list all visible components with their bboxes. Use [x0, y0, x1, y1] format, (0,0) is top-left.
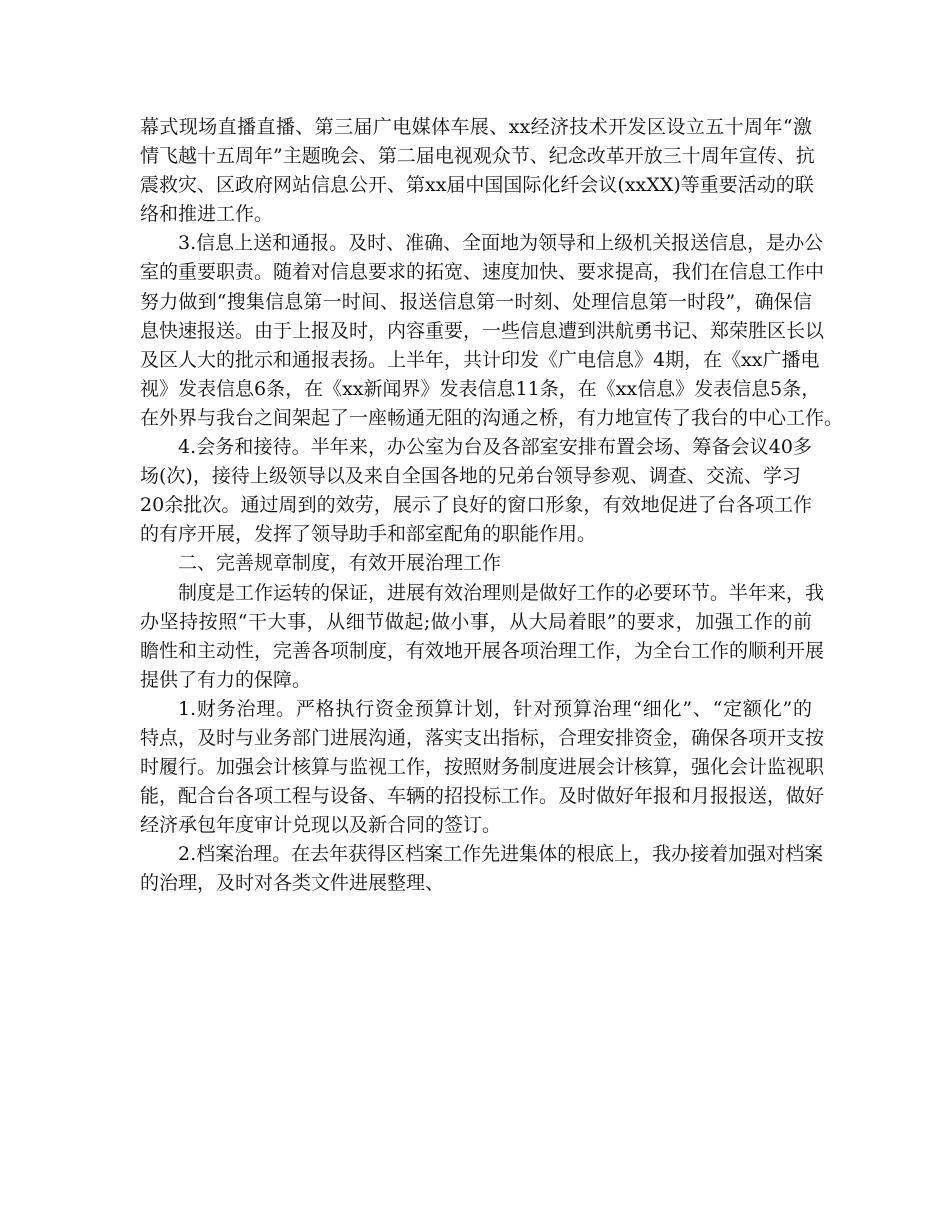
paragraph-first-line: 2.档案治理。在去年获得区档案工作先进集体的根底上，我办接着加强对档案 — [178, 843, 824, 866]
text-line: 息快速报送。由于上报及时，内容重要，一些信息遭到洪航勇书记、郑荣胜区长以 — [140, 319, 825, 342]
section-heading: 二、完善规章制度，有效开展治理工作 — [178, 552, 502, 575]
text-line: 办坚持按照“干大事，从细节做起;做小事，从大局着眼”的要求，加强工作的前 — [140, 610, 812, 633]
text-line: 提供了有力的保障。 — [140, 668, 312, 691]
text-line: 努力做到“搜集信息第一时间、报送信息第一时刻、处理信息第一时段”，确保信 — [140, 290, 812, 313]
text-line: 的有序开展，发挥了领导助手和部室配角的职能作用。 — [140, 523, 597, 546]
paragraph-first-line: 1.财务治理。严格执行资金预算计划，针对预算治理“细化”、“定额化”的 — [178, 697, 812, 720]
text-line: 幕式现场直播直播、第三届广电媒体车展、xx经济技术开发区设立五十周年“激 — [140, 116, 812, 138]
text-line: 经济承包年度审计兑现以及新合同的签订。 — [140, 814, 502, 837]
text-line: 震救灾、区政府网站信息公开、第xx届中国国际化纤会议(xxXX)等重要活动的联 — [140, 174, 814, 197]
text-line: 的治理，及时对各类文件进展整理、 — [140, 872, 445, 895]
text-line: 20余批次。通过周到的效劳，展示了良好的窗口形象，有效地促进了台各项工作 — [140, 494, 812, 517]
text-line: 络和推进工作。 — [140, 203, 274, 226]
text-line: 场(次)，接待上级领导以及来自全国各地的兄弟台领导参观、调查、交流、学习 — [140, 465, 801, 488]
text-line: 特点，及时与业务部门进展沟通，落实支出指标，合理安排资金，确保各项开支按 — [140, 726, 825, 749]
paragraph-first-line: 3.信息上送和通报。及时、准确、全面地为领导和上级机关报送信息，是办公 — [178, 232, 824, 255]
text-line: 视》发表信息6条，在《xx新闻界》发表信息11条，在《xx信息》发表信息5条， — [140, 377, 821, 400]
text-line: 瞻性和主动性，完善各项制度，有效地开展各项治理工作，为全台工作的顺利开展 — [140, 639, 825, 662]
text-line: 时履行。加强会计核算与监视工作，按照财务制度进展会计核算，强化会计监视职 — [140, 756, 825, 779]
text-line: 室的重要职责。随着对信息要求的拓宽、速度加快、要求提高，我们在信息工作中 — [140, 261, 825, 284]
text-line: 在外界与我台之间架起了一座畅通无阻的沟通之桥，有力地宣传了我台的中心工作。 — [140, 406, 844, 429]
paragraph-first-line: 4.会务和接待。半年来，办公室为台及各部室安排布置会场、筹备会议40多 — [178, 436, 812, 459]
text-line: 情飞越十五周年”主题晚会、第二届电视观众节、纪念改革开放三十周年宣传、抗 — [140, 145, 815, 168]
document-body — [140, 113, 844, 899]
paragraph-first-line: 制度是工作运转的保证，进展有效治理则是做好工作的必要环节。半年来，我 — [178, 581, 825, 604]
text-line: 及区人大的批示和通报表扬。上半年，共计印发《广电信息》4期，在《xx广播电 — [140, 348, 820, 371]
text-line: 能，配合台各项工程与设备、车辆的招投标工作。及时做好年报和月报报送，做好 — [140, 785, 825, 808]
